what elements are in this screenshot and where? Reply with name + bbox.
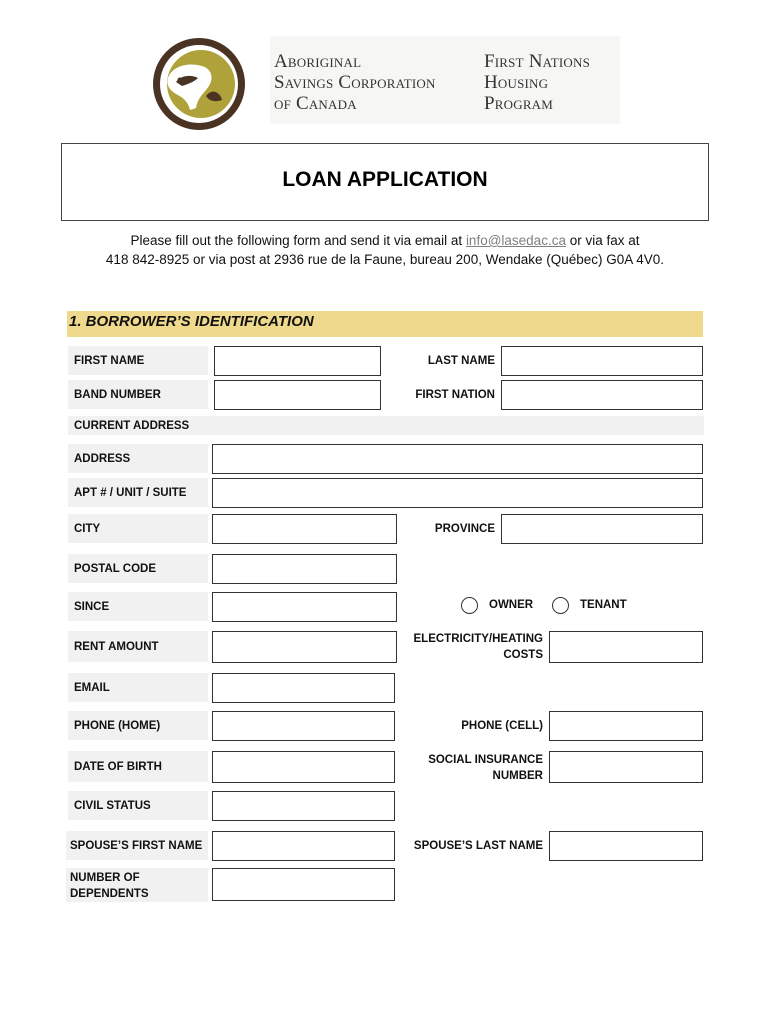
city-field[interactable] xyxy=(212,514,397,544)
electricity-heating-label: ELECTRICITY/HEATING COSTS xyxy=(413,633,543,661)
page-title: LOAN APPLICATION xyxy=(282,168,488,191)
organization-logo-emblem xyxy=(150,36,248,132)
program-name: First Nations Housing Program xyxy=(484,51,591,114)
social-insurance-field[interactable] xyxy=(549,751,703,783)
spouse-last-name-label: SPOUSE’S LAST NAME xyxy=(413,840,543,852)
band-number-field[interactable] xyxy=(214,380,381,410)
first-nation-field[interactable] xyxy=(501,380,703,410)
dependents-field[interactable] xyxy=(212,868,395,901)
phone-cell-label: PHONE (CELL) xyxy=(461,720,543,732)
spouse-last-name-field[interactable] xyxy=(549,831,703,861)
first-nation-label: FIRST NATION xyxy=(415,389,495,401)
apt-field[interactable] xyxy=(212,478,703,508)
rent-amount-label: RENT AMOUNT xyxy=(68,631,208,662)
civil-status-label: CIVIL STATUS xyxy=(68,791,208,820)
section-title: 1. BORROWER’S IDENTIFICATION xyxy=(69,313,314,330)
current-address-heading: CURRENT ADDRESS xyxy=(68,416,704,435)
first-name-label: FIRST NAME xyxy=(68,346,208,375)
email-link[interactable]: info@lasedac.ca xyxy=(465,233,566,248)
last-name-label: LAST NAME xyxy=(427,355,495,367)
email-label: EMAIL xyxy=(68,673,208,702)
date-of-birth-field[interactable] xyxy=(212,751,395,783)
phone-home-label: PHONE (HOME) xyxy=(68,711,208,740)
postal-code-field[interactable] xyxy=(212,554,397,584)
band-number-label: BAND NUMBER xyxy=(68,380,208,409)
spouse-first-name-label: SPOUSE’S FIRST NAME xyxy=(66,831,208,860)
spouse-first-name-field[interactable] xyxy=(212,831,395,861)
phone-cell-field[interactable] xyxy=(549,711,703,741)
first-name-field[interactable] xyxy=(214,346,381,376)
instructions-text: or via fax at xyxy=(565,233,640,248)
rent-amount-field[interactable] xyxy=(212,631,397,663)
phone-home-field[interactable] xyxy=(212,711,395,741)
instructions-text: Please fill out the following form and send it via email at xyxy=(130,233,466,248)
postal-code-label: POSTAL CODE xyxy=(68,554,208,583)
electricity-heating-field[interactable] xyxy=(549,631,703,663)
email-field[interactable] xyxy=(212,673,395,703)
instructions-line-1 xyxy=(40,233,730,248)
last-name-field[interactable] xyxy=(501,346,703,376)
tenant-label: TENANT xyxy=(580,599,627,611)
civil-status-field[interactable] xyxy=(212,791,395,821)
since-field[interactable] xyxy=(212,592,397,622)
address-label: ADDRESS xyxy=(68,444,208,473)
apt-label: APT # / UNIT / SUITE xyxy=(68,478,208,507)
owner-label: OWNER xyxy=(489,599,534,611)
province-label: PROVINCE xyxy=(434,523,495,535)
organization-name: Aboriginal Savings Corporation of Canada xyxy=(274,51,436,114)
social-insurance-label: SOCIAL INSURANCE NUMBER xyxy=(428,754,543,782)
dependents-label: NUMBER OF DEPENDENTS xyxy=(66,868,208,902)
tenant-radio[interactable] xyxy=(552,597,569,614)
owner-radio[interactable] xyxy=(461,597,478,614)
since-label: SINCE xyxy=(68,592,208,621)
city-label: CITY xyxy=(68,514,208,543)
address-field[interactable] xyxy=(212,444,703,474)
instructions-line-2: 418 842-8925 or via post at 2936 rue de la Faune, bureau 200, Wendake (Québec) G0A 4V0. xyxy=(105,252,665,267)
date-of-birth-label: DATE OF BIRTH xyxy=(68,751,208,782)
province-field[interactable] xyxy=(501,514,703,544)
